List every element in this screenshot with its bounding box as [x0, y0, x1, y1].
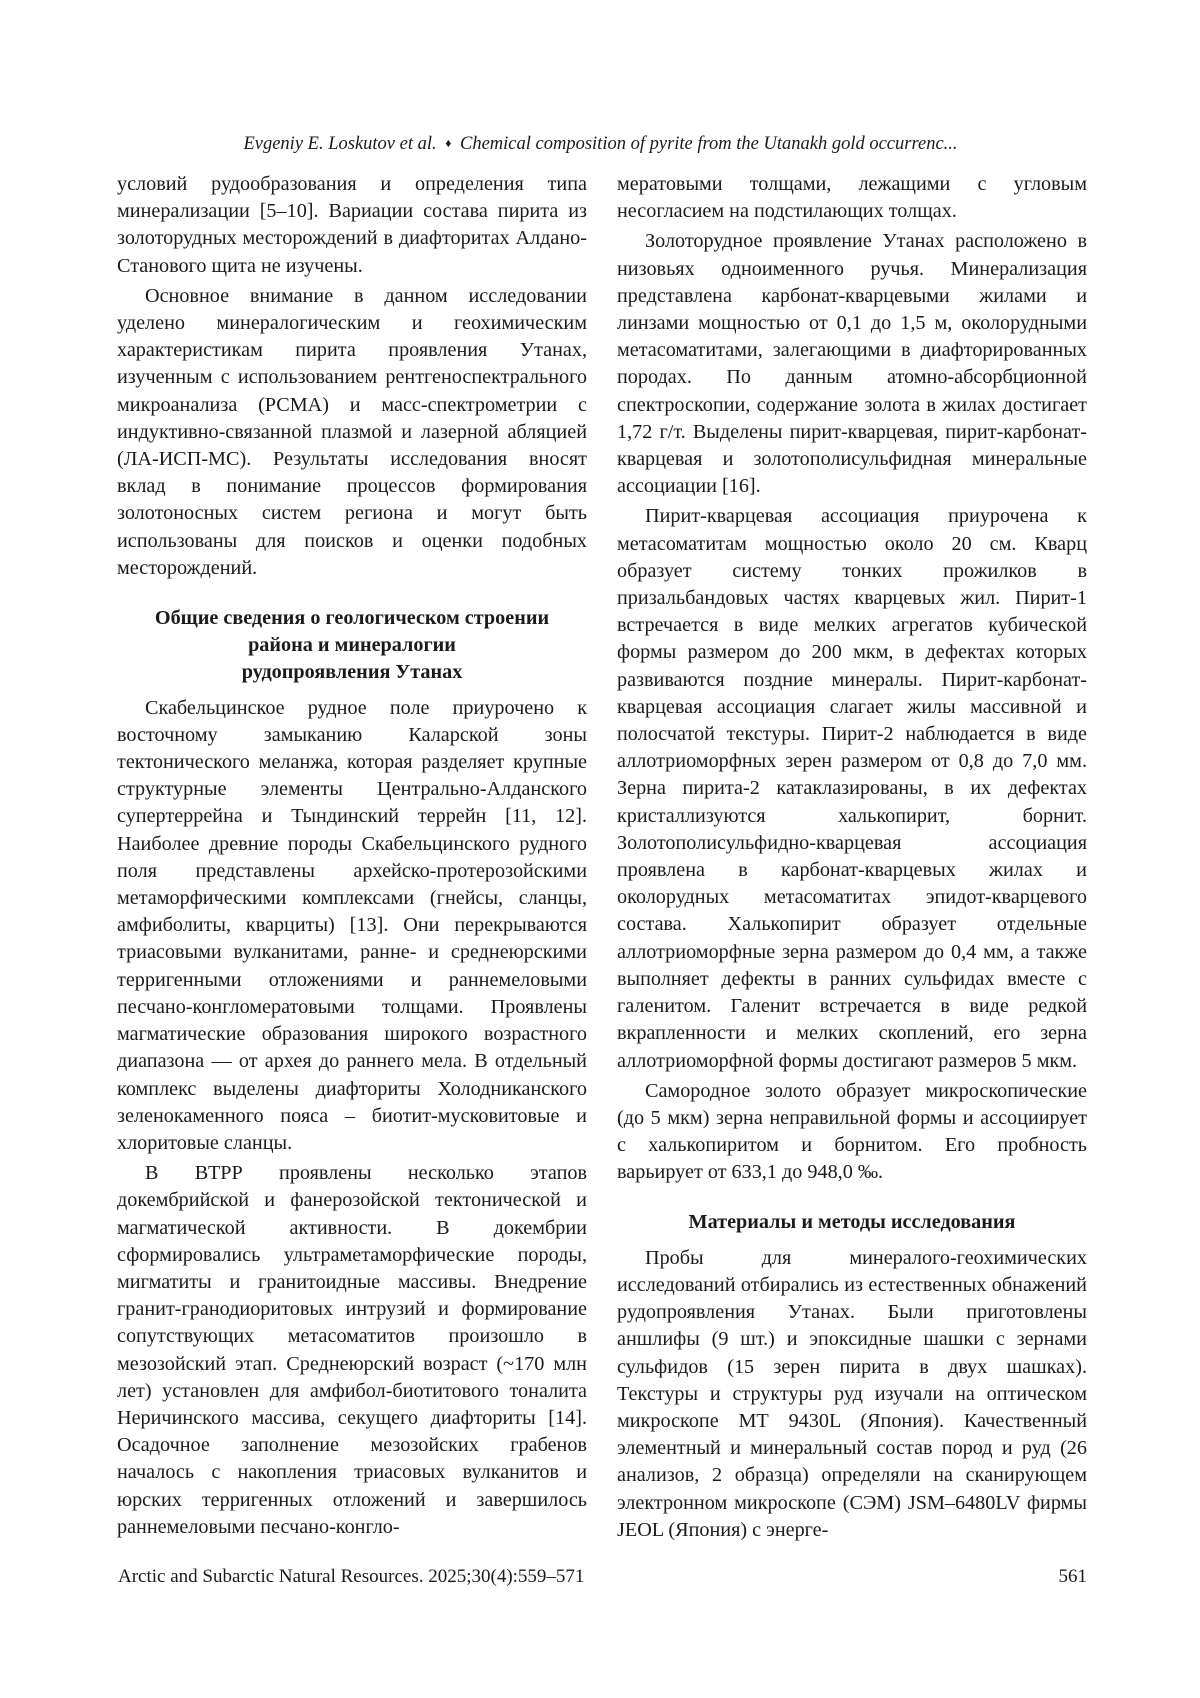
running-header [118, 131, 1083, 156]
right-paragraph-4: Самородное золото образует микроскопические (до 5 мкм) зерна неправильной формы и ассоциирует с халькопиритом и борнитом. Его пробность варьирует от 633,1 до 948,0 ‰. [617, 1079, 1087, 1184]
section-heading-geology [117, 605, 587, 687]
section-heading-geology-line-1: Общие сведения о геологическом строении [154, 607, 550, 630]
right-paragraph-5: Пробы для минералого-геохимических исследований отбирались из естественных обнажений рудопроявления Утанах. Были приготовлены аншлифы (9 шт.) и эпоксидные шашки с зернами сульфидов (15 зерен пирита в двух шашках). Текстуры и структуры руд изучали на оптическом микроскопе МТ 9430L (Япония). Качественный элементный и минеральный состав пород и руд (26 анализов, 2 образца) определяли на сканирующем электронном микроскопе (СЭМ) JSM–6480LV фирмы JEOL (Япония) с энерге- [617, 1246, 1087, 1541]
right-paragraph-1: мератовыми толщами, лежащими с угловым несогласием на подстилающих толщах. [617, 173, 1087, 223]
diamond-separator-icon: ♦ [445, 136, 452, 150]
right-column [617, 171, 1087, 1547]
left-paragraph-3: Скабельцинское рудное поле приурочено к восточному замыканию Каларской зоны тектонического меланжа, которая разделяет крупные структурные элементы Центрально-Алданского супертеррейна и Тындинский террейн [11, 12]. Наиболее древние породы Скабельцинского рудного поля представлены архейско-протерозойскими метаморфическими комплексами (гнейсы, сланцы, амфиболиты, кварциты) [13]. Они перекрываются триасовыми вулканитами, ранне- и среднеюрскими терригенными отложениями и раннемеловыми песчано-конгломератовыми толщами. Проявлены магматические образования широкого возрастного диапазона — от архея до раннего мела. В отдельный комплекс выделены диафториты Холодниканского зеленокаменного пояса – биотит-мусковитовые и хлоритовые сланцы. [117, 696, 587, 1154]
section-heading-geology-line-2: района и минералогии [248, 634, 456, 657]
section-heading-methods: Материалы и методы исследования [688, 1210, 1016, 1233]
section-heading-geology-line-3: рудопроявления Утанах [241, 661, 463, 684]
left-paragraph-1: условий рудообразования и определения типа минерализации [5–10]. Вариации состава пирита из золоторудных месторождений в диафторитах Алдано-Станового щита не изучены. [117, 173, 587, 277]
left-paragraph-2: Основное внимание в данном исследовании уделено минералогическим и геохимическим характеристикам пирита проявления Утанах, изученным с использованием рентгеноспектрального микроанализа (РСМА) и масс-спектрометрии с индуктивно-связанной плазмой и лазерной абляцией (ЛА-ИСП-МС). Результаты исследования вносят вклад в понимание процессов формирования золотоносных систем региона и могут быть использованы для поисков и оценки подобных месторождений. [117, 284, 587, 579]
footer-journal-citation: Arctic and Subarctic Natural Resources. 2025;30(4):559–571 [118, 1566, 585, 1587]
right-paragraph-2: Золоторудное проявление Утанах расположено в низовьях одноименного ручья. Минерализация представлена карбонат-кварцевыми жилами и линзами мощностью от 0,1 до 1,5 м, околорудными метасоматитами, залегающими в диафторированных породах. По данным атомно-абсорбционной спектроскопии, содержание золота в жилах достигает 1,72 г/т. Выделены пирит-кварцевая, пирит-карбонат-кварцевая и золотополисульфидная минеральные ассоциации [16]. [617, 230, 1087, 498]
footer-page-number: 561 [1058, 1566, 1087, 1587]
right-paragraph-3: Пирит-кварцевая ассоциация приурочена к метасоматитам мощностью около 20 см. Кварц образует систему тонких прожилков в призальбандовых частях кварцевых жил. Пирит-1 встречается в виде мелких агрегатов кубической формы размером до 200 мкм, в дефектах которых развиваются поздние минералы. Пирит-карбонат-кварцевая ассоциация слагает жилы массивной и полосчатой текстуры. Пирит-2 наблюдается в виде аллотриоморфных зерен размером от 0,8 до 7,0 мм. Зерна пирита-2 катаклазированы, в их дефектах кристаллизуются халькопирит, борнит. Золотополисульфидно-кварцевая ассоциация проявлена в карбонат-кварцевых жилах и околорудных метасоматитах эпидот-кварцевого состава. Халькопирит образует отдельные аллотриоморфные зерна размером до 0,4 мм, а также выполняет дефекты в ранних сульфидах вместе с галенитом. Галенит встречается в виде редкой вкрапленности и мелких скоплений, его зерна аллотриоморфной формы достигают размеров 5 мкм. [617, 505, 1087, 1072]
left-paragraph-4: В ВТРР проявлены несколько этапов докембрийской и фанерозойской тектонической и магматической активности. В докембрии сформировались ультраметаморфические породы, мигматиты и гранитоидные массивы. Внедрение гранит-гранодиоритовых интрузий и формирование сопутствующих метасоматитов произошло в мезозойский этап. Среднеюрский возраст (~170 млн лет) установлен для амфибол-биотитового тоналита Неричинского массива, секущего диафториты [14]. Осадочное заполнение мезозойских грабенов началось с накопления триасовых вулканитов и юрских терригенных отложений и завершилось раннемеловыми песчано-конгло- [117, 1162, 587, 1538]
header-article-title: Chemical composition of pyrite from the Utanakh gold occurrenc... [460, 134, 958, 154]
left-column [117, 171, 587, 1544]
header-authors: Evgeniy E. Loskutov et al. [243, 134, 437, 154]
